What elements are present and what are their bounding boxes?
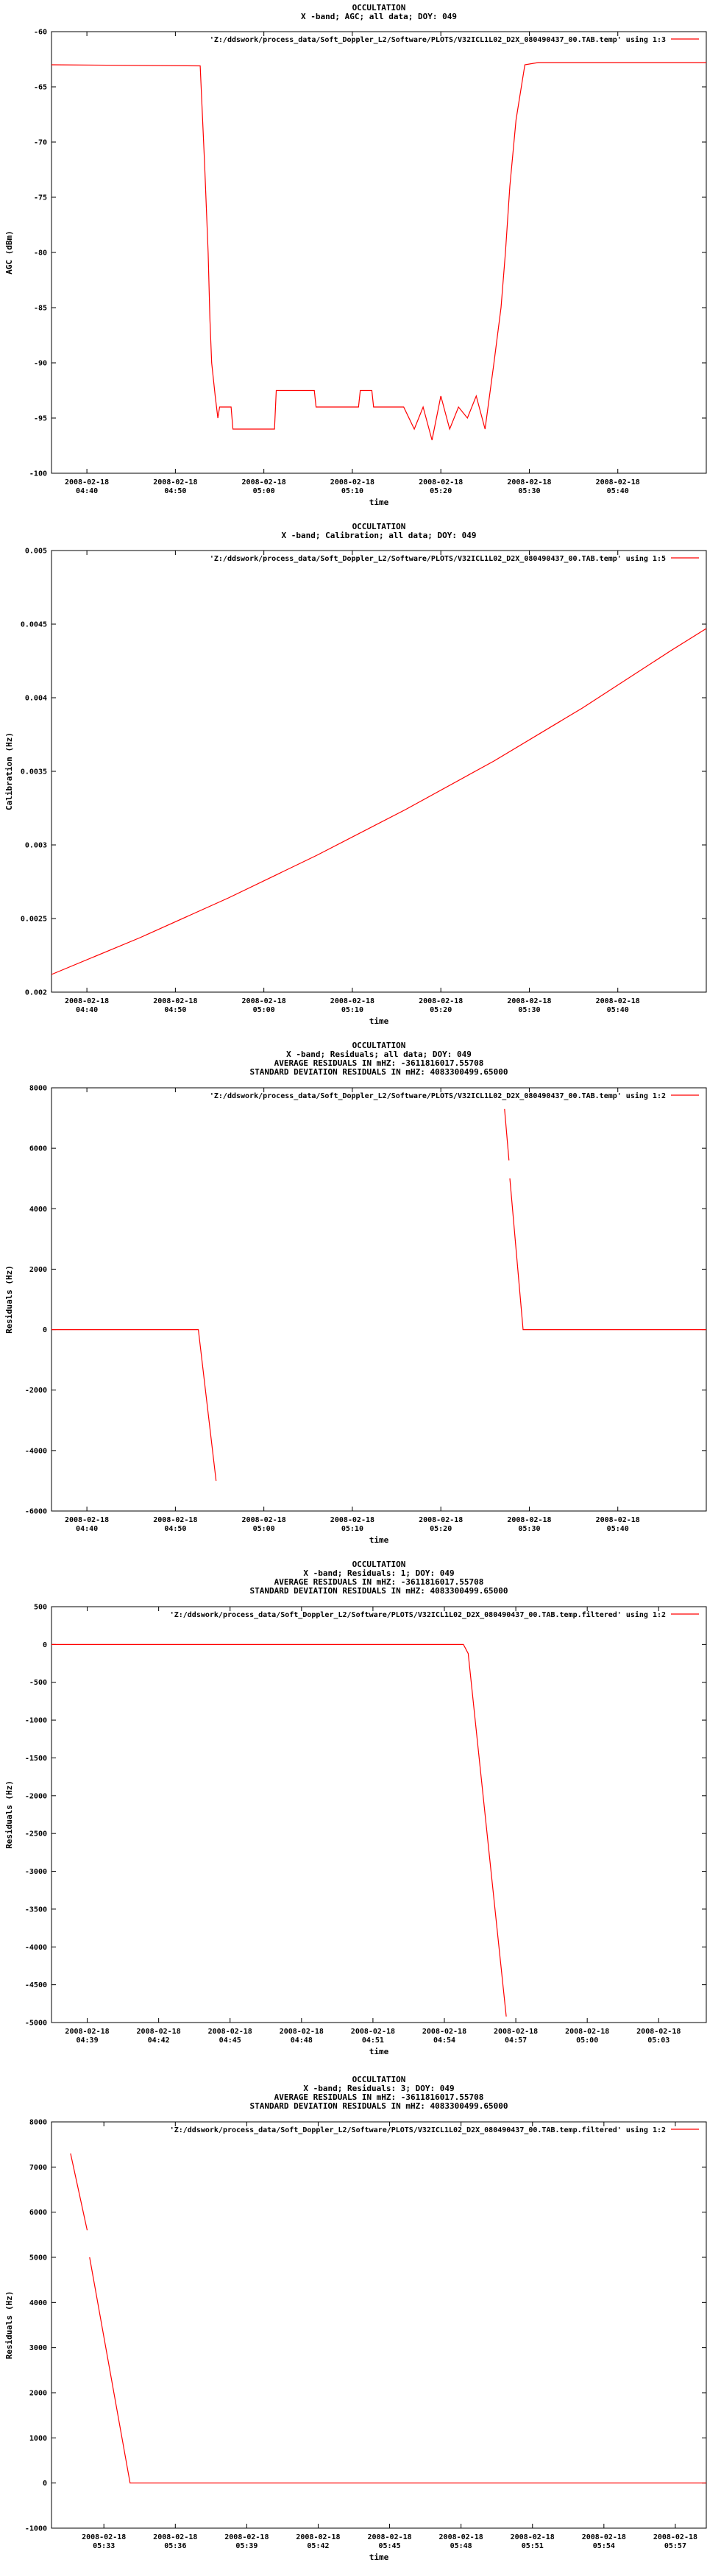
y-tick-label: -1000 (24, 1716, 47, 1725)
x-tick-label-time: 05:57 (664, 2542, 686, 2550)
data-series-line (52, 629, 706, 974)
x-tick-label-time: 05:20 (430, 1006, 452, 1014)
x-tick-label-date: 2008-02-18 (595, 478, 640, 486)
x-tick-label-time: 05:36 (164, 2542, 187, 2550)
data-series-line (52, 1644, 506, 2016)
y-tick-label: 6000 (29, 2209, 47, 2218)
x-axis-label: time (369, 2552, 389, 2562)
x-tick-label-time: 05:00 (252, 1006, 275, 1014)
occultation-calibration-chart (0, 519, 721, 1038)
x-tick-label-date: 2008-02-18 (64, 478, 110, 486)
chart-title-line: STANDARD DEVIATION RESIDUALS IN mHZ: 4083300499.65000 (249, 1586, 508, 1596)
data-series-line (71, 2154, 88, 2230)
data-series-line (52, 63, 706, 440)
y-tick-label: -75 (33, 194, 47, 202)
x-tick-label-date: 2008-02-18 (422, 2028, 467, 2036)
x-tick-label-date: 2008-02-18 (507, 997, 552, 1005)
x-tick-label-date: 2008-02-18 (279, 2028, 324, 2036)
y-tick-label: -90 (33, 359, 47, 368)
y-tick-label: -3500 (24, 1906, 47, 1914)
y-tick-label: 0.0025 (20, 915, 47, 924)
y-axis-label: Residuals (Hz) (4, 1265, 14, 1334)
y-tick-label: 4000 (29, 2299, 47, 2307)
residuals-3-chart-svg (0, 2072, 721, 2576)
x-tick-label-time: 05:40 (606, 1006, 629, 1014)
x-tick-label-time: 05:51 (521, 2542, 544, 2550)
x-tick-label-date: 2008-02-18 (136, 2028, 181, 2036)
x-tick-label-date: 2008-02-18 (224, 2533, 269, 2541)
chart-title-line: AVERAGE RESIDUALS IN mHZ: -3611816017.55708 (274, 1058, 484, 1068)
y-tick-label: 1000 (29, 2434, 47, 2443)
y-tick-label: -1500 (24, 1754, 47, 1763)
data-series-line (505, 1109, 509, 1161)
y-tick-label: 3000 (29, 2344, 47, 2353)
chart-title-line: STANDARD DEVIATION RESIDUALS IN mHZ: 4083300499.65000 (249, 2101, 508, 2111)
agc-chart-svg (0, 0, 721, 519)
chart-title-line: X -band; Calibration; all data; DOY: 049 (281, 531, 477, 540)
x-tick-label-date: 2008-02-18 (419, 478, 464, 486)
y-tick-label: 4000 (29, 1205, 47, 1214)
y-tick-label: -4500 (24, 1981, 47, 1990)
x-tick-label-time: 05:03 (647, 2037, 670, 2045)
data-series-line (510, 1178, 706, 1329)
x-tick-label-date: 2008-02-18 (438, 2533, 483, 2541)
x-tick-label-date: 2008-02-18 (153, 1516, 198, 1524)
chart-title-line: X -band; Residuals; all data; DOY: 049 (286, 1050, 472, 1059)
residuals-all-chart-svg (0, 1038, 721, 1557)
occultation-residuals-all-chart (0, 1038, 721, 1557)
x-tick-label-date: 2008-02-18 (330, 997, 375, 1005)
chart-title-line: OCCULTATION (352, 1560, 406, 1569)
x-tick-label-time: 04:57 (505, 2037, 528, 2045)
x-tick-label-date: 2008-02-18 (64, 1516, 110, 1524)
x-tick-label-time: 05:33 (93, 2542, 116, 2550)
y-tick-label: -5000 (24, 2019, 47, 2028)
y-tick-label: 0 (42, 1326, 47, 1335)
y-tick-label: -3000 (24, 1868, 47, 1877)
y-tick-label: 0.0035 (20, 768, 47, 776)
x-tick-label-time: 05:00 (252, 1525, 275, 1533)
chart-title-line: STANDARD DEVIATION RESIDUALS IN mHZ: 4083300499.65000 (249, 1067, 508, 1077)
x-tick-label-date: 2008-02-18 (350, 2028, 396, 2036)
x-tick-label-time: 05:30 (518, 487, 541, 495)
x-tick-label-date: 2008-02-18 (241, 1516, 286, 1524)
x-tick-label-date: 2008-02-18 (565, 2028, 610, 2036)
x-tick-label-time: 04:40 (76, 1006, 99, 1014)
y-tick-label: -2500 (24, 1830, 47, 1839)
legend-label: 'Z:/ddswork/process_data/Soft_Doppler_L2/Software/PLOTS/V32ICL1L02_D2X_080490437_00.TAB.temp' using 1:3 (209, 36, 666, 44)
x-tick-label-date: 2008-02-18 (653, 2533, 698, 2541)
plot-frame (52, 2122, 706, 2528)
occultation-residuals-3-chart (0, 2072, 721, 2576)
x-tick-label-date: 2008-02-18 (507, 478, 552, 486)
chart-title-line: X -band; Residuals: 3; DOY: 049 (303, 2084, 455, 2093)
y-tick-label: -70 (33, 138, 47, 147)
x-tick-label-time: 05:00 (252, 487, 275, 495)
legend-label: 'Z:/ddswork/process_data/Soft_Doppler_L2/Software/PLOTS/V32ICL1L02_D2X_080490437_00.TAB.temp.filtered' using 1:2 (169, 1611, 666, 1619)
data-series-line (90, 2257, 706, 2483)
legend-label: 'Z:/ddswork/process_data/Soft_Doppler_L2/Software/PLOTS/V32ICL1L02_D2X_080490437_00.TAB.temp' using 1:2 (209, 1092, 666, 1100)
x-axis-label: time (369, 1016, 389, 1026)
occultation-residuals-1-chart (0, 1557, 721, 2072)
y-tick-label: -85 (33, 304, 47, 313)
x-tick-label-time: 05:42 (307, 2542, 330, 2550)
y-tick-label: 7000 (29, 2163, 47, 2172)
x-tick-label-time: 05:54 (592, 2542, 615, 2550)
plot-frame (52, 1088, 706, 1511)
x-axis-label: time (369, 2047, 389, 2056)
x-tick-label-time: 05:30 (518, 1006, 541, 1014)
x-tick-label-date: 2008-02-18 (330, 478, 375, 486)
x-tick-label-date: 2008-02-18 (510, 2533, 555, 2541)
x-tick-label-date: 2008-02-18 (493, 2028, 539, 2036)
x-tick-label-date: 2008-02-18 (82, 2533, 127, 2541)
x-tick-label-time: 04:39 (76, 2037, 99, 2045)
y-tick-label: -100 (29, 470, 47, 478)
y-tick-label: -6000 (24, 1507, 47, 1516)
y-tick-label: 0.002 (24, 988, 47, 997)
legend-label: 'Z:/ddswork/process_data/Soft_Doppler_L2/Software/PLOTS/V32ICL1L02_D2X_080490437_00.TAB.temp.filtered' using 1:2 (169, 2126, 666, 2134)
chart-title-line: AVERAGE RESIDUALS IN mHZ: -3611816017.55708 (274, 2092, 484, 2102)
x-tick-label-date: 2008-02-18 (241, 478, 286, 486)
y-tick-label: 0.0045 (20, 620, 47, 629)
y-tick-label: -2000 (24, 1792, 47, 1801)
x-tick-label-date: 2008-02-18 (330, 1516, 375, 1524)
x-axis-label: time (369, 1535, 389, 1545)
x-tick-label-date: 2008-02-18 (207, 2028, 252, 2036)
x-tick-label-date: 2008-02-18 (595, 1516, 640, 1524)
y-tick-label: 0.003 (24, 841, 47, 850)
x-tick-label-date: 2008-02-18 (65, 2028, 110, 2036)
x-tick-label-date: 2008-02-18 (64, 997, 110, 1005)
x-tick-label-date: 2008-02-18 (367, 2533, 412, 2541)
y-tick-label: 0.004 (24, 694, 47, 703)
x-tick-label-date: 2008-02-18 (153, 2533, 198, 2541)
x-tick-label-time: 04:50 (164, 487, 187, 495)
y-axis-label: AGC (dBm) (4, 230, 14, 275)
x-tick-label-time: 05:39 (235, 2542, 258, 2550)
y-tick-label: 5000 (29, 2254, 47, 2262)
x-tick-label-date: 2008-02-18 (153, 478, 198, 486)
chart-title-line: OCCULTATION (352, 3, 406, 13)
y-axis-label: Calibration (Hz) (4, 732, 14, 810)
y-tick-label: 2000 (29, 1265, 47, 1274)
y-tick-label: -4000 (24, 1943, 47, 1952)
x-tick-label-time: 04:42 (147, 2037, 170, 2045)
y-tick-label: 6000 (29, 1144, 47, 1153)
y-tick-label: 0 (42, 1641, 47, 1649)
x-tick-label-time: 04:51 (361, 2037, 384, 2045)
x-tick-label-date: 2008-02-18 (507, 1516, 552, 1524)
data-series-line (52, 1330, 216, 1481)
x-tick-label-time: 05:40 (606, 487, 629, 495)
legend-label: 'Z:/ddswork/process_data/Soft_Doppler_L2/Software/PLOTS/V32ICL1L02_D2X_080490437_00.TAB.temp' using 1:5 (209, 555, 666, 563)
y-tick-label: 0 (42, 2480, 47, 2488)
y-axis-label: Residuals (Hz) (4, 1780, 14, 1849)
y-tick-label: 2000 (29, 2389, 47, 2398)
plot-frame (52, 551, 706, 992)
x-tick-label-date: 2008-02-18 (241, 997, 286, 1005)
y-tick-label: -65 (33, 83, 47, 92)
y-tick-label: -500 (29, 1679, 47, 1688)
x-tick-label-time: 05:30 (518, 1525, 541, 1533)
x-tick-label-time: 04:50 (164, 1006, 187, 1014)
x-tick-label-date: 2008-02-18 (153, 997, 198, 1005)
chart-title-line: X -band; Residuals: 1; DOY: 049 (303, 1568, 455, 1578)
x-tick-label-time: 05:48 (450, 2542, 472, 2550)
y-tick-label: 8000 (29, 2118, 47, 2127)
y-tick-label: 0.005 (24, 547, 47, 556)
x-tick-label-date: 2008-02-18 (296, 2533, 341, 2541)
x-tick-label-date: 2008-02-18 (419, 1516, 464, 1524)
x-tick-label-time: 05:10 (341, 487, 363, 495)
y-tick-label: -60 (33, 28, 47, 37)
x-tick-label-time: 04:45 (219, 2037, 241, 2045)
x-tick-label-date: 2008-02-18 (419, 997, 464, 1005)
occultation-agc-chart (0, 0, 721, 519)
x-tick-label-time: 04:54 (433, 2037, 456, 2045)
chart-title-line: X -band; AGC; all data; DOY: 049 (301, 12, 457, 21)
x-tick-label-time: 05:00 (576, 2037, 599, 2045)
x-tick-label-date: 2008-02-18 (636, 2028, 681, 2036)
y-tick-label: 500 (33, 1603, 47, 1612)
y-tick-label: 8000 (29, 1084, 47, 1093)
y-tick-label: -1000 (24, 2524, 47, 2533)
residuals-1-chart-svg (0, 1557, 721, 2072)
x-tick-label-date: 2008-02-18 (595, 997, 640, 1005)
x-axis-label: time (369, 498, 389, 507)
chart-title-line: OCCULTATION (352, 522, 406, 531)
x-tick-label-time: 05:45 (378, 2542, 401, 2550)
x-tick-label-time: 05:10 (341, 1006, 363, 1014)
calibration-chart-svg (0, 519, 721, 1038)
chart-title-line: OCCULTATION (352, 2075, 406, 2084)
y-tick-label: -4000 (24, 1447, 47, 1456)
x-tick-label-time: 04:40 (76, 487, 99, 495)
x-tick-label-time: 04:48 (290, 2037, 313, 2045)
x-tick-label-time: 05:10 (341, 1525, 363, 1533)
x-tick-label-time: 04:50 (164, 1525, 187, 1533)
y-axis-label: Residuals (Hz) (4, 2290, 14, 2360)
x-tick-label-time: 05:20 (430, 1525, 452, 1533)
y-tick-label: -80 (33, 249, 47, 258)
y-tick-label: -95 (33, 414, 47, 423)
chart-title-line: OCCULTATION (352, 1041, 406, 1050)
x-tick-label-time: 04:40 (76, 1525, 99, 1533)
x-tick-label-date: 2008-02-18 (581, 2533, 626, 2541)
chart-title-line: AVERAGE RESIDUALS IN mHZ: -3611816017.55708 (274, 1577, 484, 1587)
plot-frame (52, 1607, 706, 2023)
x-tick-label-time: 05:20 (430, 487, 452, 495)
x-tick-label-time: 05:40 (606, 1525, 629, 1533)
y-tick-label: -2000 (24, 1387, 47, 1395)
